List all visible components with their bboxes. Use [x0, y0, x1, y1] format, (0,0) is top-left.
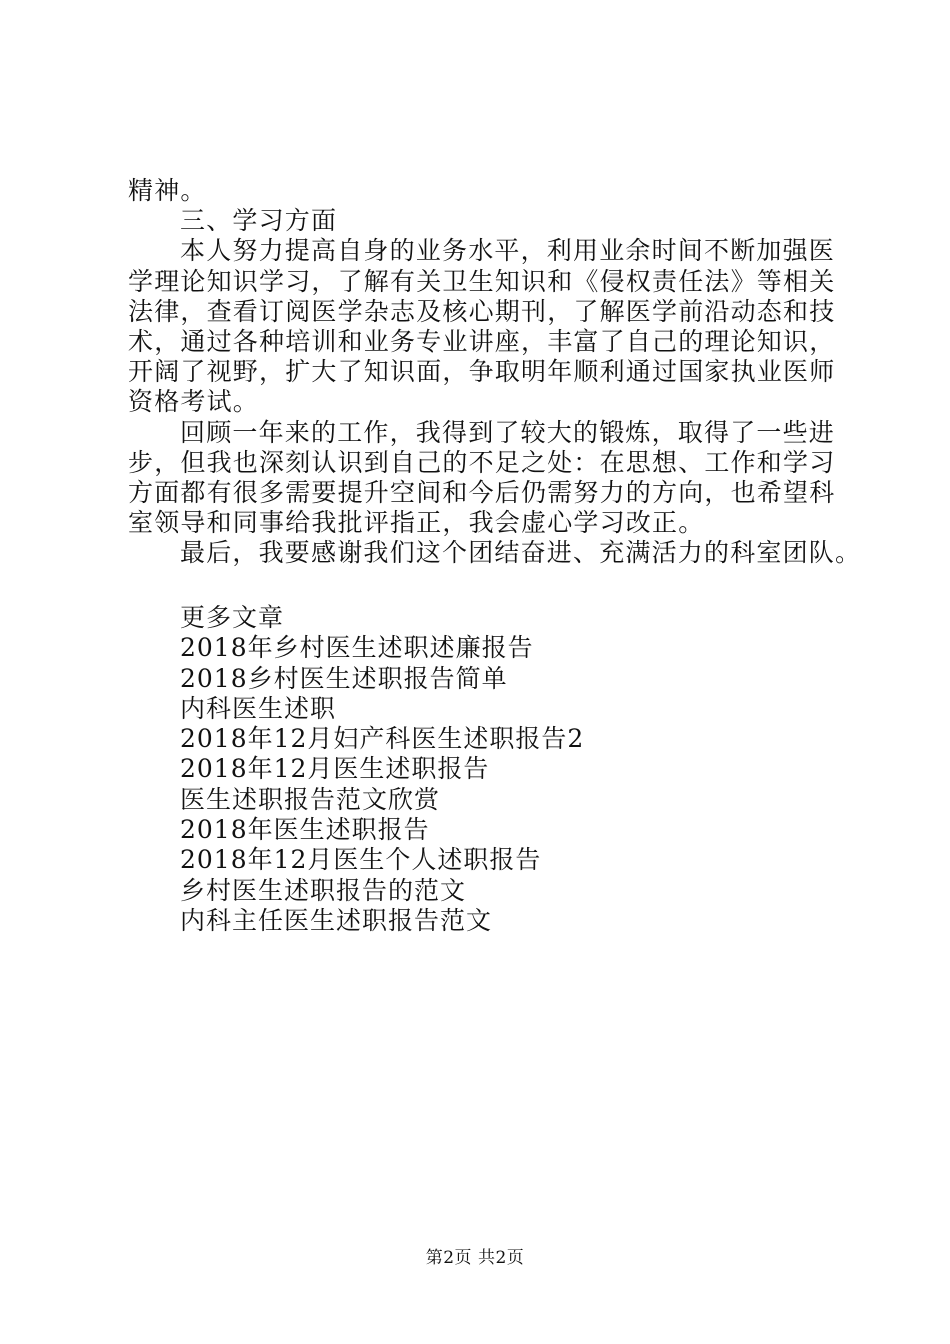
paragraph-line: 室领导和同事给我批评指正，我会虚心学习改正。 [128, 508, 705, 538]
more-articles-list [180, 603, 584, 936]
section-heading: 三、学习方面 [180, 206, 338, 236]
article-link[interactable]: 2018年12月妇产科医生述职报告2 [180, 724, 585, 754]
paragraph-line: 开阔了视野，扩大了知识面，争取明年顺利通过国家执业医师 [128, 357, 836, 387]
paragraph-line: 学理论知识学习，了解有关卫生知识和《侵权责任法》等相关 [128, 266, 836, 296]
paragraph-line: 资格考试。 [128, 387, 260, 417]
paragraph-line: 步，但我也深刻认识到自己的不足之处：在思想、工作和学习 [128, 447, 836, 477]
paragraph-line: 精神。 [128, 176, 207, 205]
paragraph-line: 法律，查看订阅医学杂志及核心期刊，了解医学前沿动态和技 [128, 296, 836, 326]
article-link[interactable]: 内科主任医生述职报告范文 [180, 905, 493, 935]
more-articles-heading: 更多文章 [180, 603, 285, 632]
page-number-footer: 第2页 共2页 [425, 1248, 525, 1268]
article-link[interactable]: 2018乡村医生述职报告简单 [180, 663, 508, 693]
article-link[interactable]: 2018年12月医生个人述职报告 [180, 845, 542, 875]
paragraph-line: 术，通过各种培训和业务专业讲座，丰富了自己的理论知识， [128, 327, 836, 357]
article-link[interactable]: 2018年12月医生述职报告 [180, 754, 490, 784]
article-link[interactable]: 2018年乡村医生述职述廉报告 [180, 633, 534, 663]
paragraph-line: 最后，我要感谢我们这个团结奋进、充满活力的科室团队。 [180, 538, 862, 568]
article-link[interactable]: 2018年医生述职报告 [180, 815, 430, 845]
article-link[interactable]: 医生述职报告范文欣赏 [180, 784, 441, 814]
article-link[interactable]: 乡村医生述职报告的范文 [180, 875, 467, 905]
paragraph-line: 本人努力提高自身的业务水平，利用业余时间不断加强医 [180, 236, 836, 266]
article-link[interactable]: 内科医生述职 [180, 693, 337, 723]
paragraph-line: 方面都有很多需要提升空间和今后仍需努力的方向，也希望科 [128, 478, 836, 508]
paragraph-line: 回顾一年来的工作，我得到了较大的锻炼，取得了一些进 [180, 417, 836, 447]
document-body [128, 176, 862, 569]
